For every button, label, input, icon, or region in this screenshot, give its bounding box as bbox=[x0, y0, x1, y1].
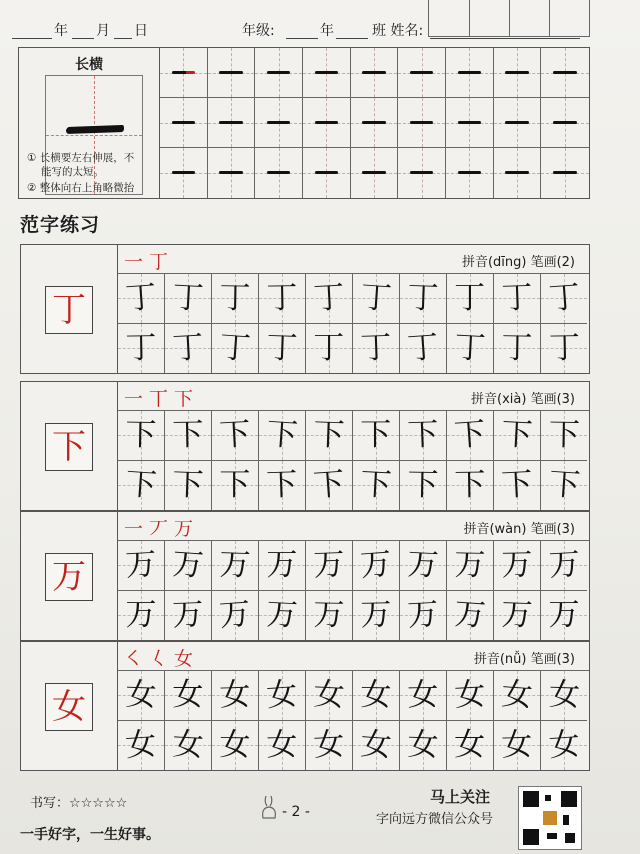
writing-cell[interactable] bbox=[212, 671, 259, 721]
stroke-order: 一丅下 bbox=[124, 388, 200, 410]
stroke-practice-cell[interactable] bbox=[494, 148, 542, 198]
character-block bbox=[20, 641, 590, 771]
writing-cell[interactable] bbox=[259, 411, 306, 461]
writing-cell[interactable] bbox=[259, 461, 306, 511]
writing-cell[interactable] bbox=[447, 591, 494, 641]
handwritten-character: 丁 bbox=[265, 328, 298, 367]
character-block bbox=[20, 244, 590, 374]
handwritten-character: 下 bbox=[360, 417, 392, 453]
handwritten-character: 下 bbox=[219, 466, 251, 503]
writing-cell[interactable] bbox=[118, 461, 165, 511]
stroke-practice-cell[interactable] bbox=[208, 148, 256, 198]
writing-cell[interactable] bbox=[447, 324, 494, 374]
handwritten-character: 丁 bbox=[313, 329, 345, 366]
writing-cell[interactable] bbox=[541, 671, 588, 721]
handwritten-character: 女 bbox=[312, 725, 346, 764]
handwritten-character: 万 bbox=[548, 596, 580, 633]
writing-cell[interactable] bbox=[541, 721, 588, 771]
stroke-practice-cell[interactable] bbox=[303, 48, 351, 98]
written-stroke bbox=[553, 121, 577, 124]
writing-cell[interactable] bbox=[353, 591, 400, 641]
handwritten-character: 女 bbox=[406, 725, 439, 764]
handwritten-character: 女 bbox=[265, 675, 299, 715]
writing-cell[interactable] bbox=[306, 671, 353, 721]
stroke-practice-cell[interactable] bbox=[398, 48, 446, 98]
stroke-practice-cell[interactable] bbox=[208, 48, 256, 98]
writing-cell[interactable] bbox=[447, 671, 494, 721]
written-stroke bbox=[267, 171, 290, 174]
writing-cell[interactable] bbox=[400, 541, 447, 591]
stroke-practice-cell[interactable] bbox=[160, 48, 208, 98]
stroke-practice-cell[interactable] bbox=[494, 98, 542, 148]
stroke-practice-section bbox=[18, 47, 590, 199]
model-character-panel bbox=[21, 642, 118, 770]
handwritten-character: 女 bbox=[172, 677, 204, 713]
writing-cell[interactable] bbox=[353, 324, 400, 374]
written-stroke bbox=[362, 171, 385, 174]
handwritten-character: 万 bbox=[218, 546, 251, 584]
writing-grid[interactable] bbox=[118, 671, 589, 770]
written-stroke bbox=[315, 71, 338, 74]
handwritten-character: 女 bbox=[265, 726, 298, 763]
handwritten-character: 女 bbox=[359, 676, 392, 714]
writing-cell[interactable] bbox=[400, 721, 447, 771]
written-stroke bbox=[553, 71, 577, 74]
handwritten-character: 万 bbox=[452, 595, 487, 634]
writing-cell[interactable] bbox=[447, 721, 494, 771]
handwritten-character: 万 bbox=[266, 547, 298, 583]
writing-cell[interactable] bbox=[494, 324, 541, 374]
writing-cell[interactable] bbox=[541, 274, 588, 324]
writing-cell[interactable] bbox=[259, 541, 306, 591]
model-character: 万 bbox=[52, 557, 86, 597]
handwritten-character: 丁 bbox=[406, 279, 439, 317]
stroke-title: 长横 bbox=[75, 57, 103, 73]
stroke-practice-cell[interactable] bbox=[160, 98, 208, 148]
model-character-box bbox=[45, 423, 93, 471]
writing-cell[interactable] bbox=[541, 461, 588, 511]
character-info-bar bbox=[118, 642, 589, 671]
motto: 一手好字，一生好事。 bbox=[20, 827, 160, 843]
writing-cell[interactable] bbox=[165, 721, 212, 771]
written-stroke bbox=[505, 121, 528, 124]
writing-cell[interactable] bbox=[400, 274, 447, 324]
handwritten-character: 万 bbox=[359, 596, 392, 633]
handwritten-character: 万 bbox=[358, 545, 393, 585]
date-month-label: 月 bbox=[96, 23, 110, 39]
handwritten-character: 万 bbox=[312, 546, 345, 584]
writing-cell[interactable] bbox=[541, 591, 588, 641]
stroke-practice-cell[interactable] bbox=[446, 48, 494, 98]
handwritten-character: 万 bbox=[218, 595, 252, 634]
writing-cell[interactable] bbox=[306, 411, 353, 461]
writing-cell[interactable] bbox=[541, 324, 588, 374]
writing-cell[interactable] bbox=[259, 591, 306, 641]
handwritten-character: 丁 bbox=[453, 328, 487, 367]
stroke-practice-cell[interactable] bbox=[255, 98, 303, 148]
written-stroke bbox=[553, 171, 577, 174]
written-stroke bbox=[267, 71, 290, 74]
handwritten-character: 女 bbox=[547, 725, 581, 764]
written-stroke bbox=[362, 121, 385, 124]
stroke-practice-cell[interactable] bbox=[541, 48, 589, 98]
pinyin-stroke-count: 拼音(dīng) 笔画(2) bbox=[461, 255, 575, 270]
header-row bbox=[0, 20, 640, 44]
written-stroke bbox=[410, 121, 433, 124]
writing-cell[interactable] bbox=[447, 541, 494, 591]
writing-cell[interactable] bbox=[165, 274, 212, 324]
handwritten-character: 下 bbox=[218, 416, 252, 454]
writing-cell[interactable] bbox=[306, 461, 353, 511]
character-block bbox=[20, 381, 590, 511]
writing-cell[interactable] bbox=[259, 671, 306, 721]
stroke-practice-cell[interactable] bbox=[351, 148, 399, 198]
writing-grid[interactable] bbox=[118, 411, 589, 510]
date-year-label: 年 bbox=[54, 23, 68, 39]
date-day-label: 日 bbox=[134, 23, 148, 39]
writing-cell[interactable] bbox=[306, 591, 353, 641]
handwritten-character: 下 bbox=[452, 415, 487, 455]
handwritten-character: 下 bbox=[453, 466, 486, 503]
horizontal-stroke-demo bbox=[66, 125, 124, 134]
writing-cell[interactable] bbox=[165, 324, 212, 374]
model-character-panel bbox=[21, 245, 118, 373]
writing-cell[interactable] bbox=[118, 541, 165, 591]
writing-rating[interactable]: 书写：☆☆☆☆☆ bbox=[30, 796, 128, 811]
handwritten-character: 万 bbox=[547, 546, 581, 584]
handwritten-character: 女 bbox=[454, 726, 486, 763]
handwritten-character: 万 bbox=[171, 545, 205, 585]
handwritten-character: 万 bbox=[124, 546, 158, 584]
handwritten-character: 女 bbox=[124, 725, 158, 764]
written-stroke bbox=[219, 171, 242, 174]
writing-cell[interactable] bbox=[400, 671, 447, 721]
handwritten-character: 下 bbox=[547, 465, 581, 504]
writing-cell[interactable] bbox=[400, 411, 447, 461]
writing-cell[interactable] bbox=[494, 541, 541, 591]
writing-cell[interactable] bbox=[306, 721, 353, 771]
stroke-note-1: ① 长横要左右伸展，不 bbox=[27, 152, 135, 164]
handwritten-character: 万 bbox=[171, 595, 204, 634]
class-name-label: 班 姓名: bbox=[372, 23, 424, 39]
model-character-panel bbox=[21, 382, 118, 510]
model-character-box bbox=[45, 553, 93, 601]
handwritten-character: 丁 bbox=[454, 280, 486, 316]
handwritten-character: 万 bbox=[406, 595, 440, 634]
writing-cell[interactable] bbox=[306, 324, 353, 374]
written-stroke bbox=[172, 71, 195, 74]
handwritten-character: 丁 bbox=[125, 329, 157, 366]
character-block bbox=[20, 511, 590, 641]
writing-cell[interactable] bbox=[118, 721, 165, 771]
writing-cell[interactable] bbox=[212, 541, 259, 591]
writing-cell[interactable] bbox=[212, 324, 259, 374]
handwritten-character: 女 bbox=[547, 676, 581, 714]
handwritten-character: 女 bbox=[124, 676, 158, 714]
stroke-order: ㇛𡿨女 bbox=[124, 648, 200, 670]
handwritten-character: 万 bbox=[312, 596, 345, 633]
handwritten-character: 万 bbox=[265, 595, 299, 634]
writing-cell[interactable] bbox=[353, 461, 400, 511]
handwritten-character: 下 bbox=[406, 466, 439, 503]
model-character: 下 bbox=[52, 427, 86, 467]
handwritten-character: 丁 bbox=[265, 279, 298, 317]
model-character: 女 bbox=[52, 687, 86, 727]
writing-cell[interactable] bbox=[400, 591, 447, 641]
writing-grid[interactable] bbox=[118, 274, 589, 373]
character-info-bar bbox=[118, 512, 589, 541]
writing-cell[interactable] bbox=[306, 274, 353, 324]
writing-cell[interactable] bbox=[494, 411, 541, 461]
written-stroke bbox=[172, 171, 195, 174]
writing-cell[interactable] bbox=[118, 591, 165, 641]
writing-cell[interactable] bbox=[353, 671, 400, 721]
stroke-guide bbox=[19, 48, 160, 198]
writing-cell[interactable] bbox=[212, 591, 259, 641]
written-stroke bbox=[410, 71, 433, 74]
stroke-practice-cell[interactable] bbox=[255, 48, 303, 98]
writing-cell[interactable] bbox=[494, 721, 541, 771]
writing-cell[interactable] bbox=[400, 324, 447, 374]
stroke-practice-cell[interactable] bbox=[398, 98, 446, 148]
footer bbox=[0, 780, 640, 854]
handwritten-character: 女 bbox=[453, 676, 487, 714]
character-info-bar bbox=[118, 382, 589, 411]
handwritten-character: 女 bbox=[312, 676, 346, 714]
written-stroke bbox=[505, 71, 528, 74]
writing-cell[interactable] bbox=[212, 411, 259, 461]
written-stroke bbox=[458, 171, 481, 174]
handwritten-character: 万 bbox=[500, 546, 533, 584]
model-character: 丁 bbox=[52, 290, 86, 330]
writing-cell[interactable] bbox=[165, 591, 212, 641]
model-character-box bbox=[45, 286, 93, 334]
writing-cell[interactable] bbox=[259, 324, 306, 374]
stroke-order: 一丆万 bbox=[124, 518, 200, 540]
writing-cell[interactable] bbox=[353, 274, 400, 324]
handwritten-character: 丁 bbox=[500, 279, 533, 317]
handwritten-character: 万 bbox=[500, 595, 533, 634]
written-stroke bbox=[172, 121, 195, 124]
stroke-practice-cell[interactable] bbox=[351, 98, 399, 148]
handwritten-character: 下 bbox=[124, 465, 158, 504]
stroke-practice-cell[interactable] bbox=[494, 48, 542, 98]
handwritten-character: 丁 bbox=[359, 328, 392, 367]
handwritten-character: 女 bbox=[499, 675, 534, 715]
writing-cell[interactable] bbox=[118, 411, 165, 461]
writing-cell[interactable] bbox=[447, 274, 494, 324]
wechat-account-label: 字向远方微信公众号 bbox=[376, 812, 494, 827]
rabbit-icon bbox=[258, 794, 280, 820]
model-character-box bbox=[45, 683, 93, 731]
writing-cell[interactable] bbox=[259, 721, 306, 771]
stroke-note-2: ② 整体向右上角略微抬 bbox=[27, 182, 135, 194]
stroke-practice-cell[interactable] bbox=[255, 148, 303, 198]
writing-cell[interactable] bbox=[212, 721, 259, 771]
written-stroke bbox=[458, 71, 481, 74]
stroke-practice-cell[interactable] bbox=[303, 148, 351, 198]
handwritten-character: 丁 bbox=[171, 328, 205, 367]
pinyin-stroke-count: 拼音(xià) 笔画(3) bbox=[471, 392, 575, 407]
handwritten-character: 丁 bbox=[219, 279, 251, 317]
stroke-practice-cell[interactable] bbox=[398, 148, 446, 198]
handwritten-character: 丁 bbox=[218, 328, 252, 367]
stroke-practice-cell[interactable] bbox=[446, 148, 494, 198]
pinyin-stroke-count: 拼音(nǚ) 笔画(3) bbox=[473, 652, 575, 667]
written-stroke bbox=[267, 121, 290, 124]
stroke-practice-cell[interactable] bbox=[541, 98, 589, 148]
writing-cell[interactable] bbox=[118, 274, 165, 324]
handwritten-character: 女 bbox=[359, 725, 393, 764]
handwritten-character: 丁 bbox=[548, 329, 580, 366]
grade-year-label: 年 bbox=[320, 23, 334, 39]
writing-cell[interactable] bbox=[212, 461, 259, 511]
pinyin-stroke-count: 拼音(wàn) 笔画(3) bbox=[463, 522, 575, 537]
writing-cell[interactable] bbox=[212, 274, 259, 324]
writing-cell[interactable] bbox=[118, 324, 165, 374]
page-number: - 2 - bbox=[282, 804, 310, 820]
writing-cell[interactable] bbox=[165, 671, 212, 721]
handwritten-character: 下 bbox=[406, 416, 439, 454]
handwritten-character: 丁 bbox=[312, 279, 346, 317]
written-stroke bbox=[458, 121, 481, 124]
writing-cell[interactable] bbox=[541, 541, 588, 591]
writing-grid[interactable] bbox=[118, 541, 589, 640]
writing-cell[interactable] bbox=[353, 541, 400, 591]
writing-cell[interactable] bbox=[118, 671, 165, 721]
handwritten-character: 女 bbox=[406, 676, 439, 714]
writing-cell[interactable] bbox=[494, 591, 541, 641]
writing-cell[interactable] bbox=[400, 461, 447, 511]
writing-cell[interactable] bbox=[306, 541, 353, 591]
handwritten-character: 丁 bbox=[405, 328, 440, 367]
handwritten-character: 下 bbox=[311, 465, 346, 504]
handwritten-character: 丁 bbox=[500, 329, 533, 366]
handwritten-character: 女 bbox=[500, 725, 533, 764]
follow-label: 马上关注 bbox=[430, 788, 491, 806]
stroke-practice-cell[interactable] bbox=[208, 98, 256, 148]
written-stroke bbox=[410, 171, 433, 174]
handwritten-character: 万 bbox=[453, 546, 486, 584]
written-stroke bbox=[315, 171, 338, 174]
handwritten-character: 万 bbox=[406, 546, 440, 584]
stroke-practice-cell[interactable] bbox=[541, 148, 589, 198]
stroke-note-1b: 能写的太短。 bbox=[41, 166, 104, 178]
stroke-practice-cell[interactable] bbox=[351, 48, 399, 98]
writing-cell[interactable] bbox=[447, 411, 494, 461]
handwritten-character: 丁 bbox=[547, 278, 581, 318]
writing-cell[interactable] bbox=[494, 671, 541, 721]
handwritten-character: 丁 bbox=[171, 279, 205, 317]
section-title: 范字练习 bbox=[20, 214, 101, 236]
handwritten-character: 丁 bbox=[124, 278, 158, 318]
writing-cell[interactable] bbox=[353, 721, 400, 771]
handwritten-character: 下 bbox=[172, 416, 204, 454]
handwritten-character: 女 bbox=[171, 725, 205, 764]
handwritten-character: 万 bbox=[125, 596, 157, 633]
handwritten-character: 下 bbox=[171, 465, 205, 504]
handwritten-character: 下 bbox=[500, 416, 533, 454]
writing-cell[interactable] bbox=[165, 541, 212, 591]
written-stroke bbox=[505, 171, 528, 174]
writing-cell[interactable] bbox=[447, 461, 494, 511]
written-stroke bbox=[315, 121, 338, 124]
stroke-practice-grid[interactable] bbox=[160, 48, 589, 198]
handwritten-character: 下 bbox=[500, 465, 533, 504]
written-stroke bbox=[219, 121, 242, 124]
writing-cell[interactable] bbox=[165, 461, 212, 511]
handwritten-character: 丁 bbox=[359, 278, 393, 318]
grade-label: 年级: bbox=[242, 23, 275, 39]
written-stroke bbox=[219, 71, 242, 74]
stroke-practice-cell[interactable] bbox=[446, 98, 494, 148]
stroke-practice-cell[interactable] bbox=[303, 98, 351, 148]
stroke-practice-cell[interactable] bbox=[160, 148, 208, 198]
qr-code-icon[interactable] bbox=[518, 786, 582, 850]
character-info-bar bbox=[118, 245, 589, 274]
writing-cell[interactable] bbox=[259, 274, 306, 324]
handwritten-character: 下 bbox=[359, 465, 393, 504]
writing-cell[interactable] bbox=[494, 461, 541, 511]
handwritten-character: 下 bbox=[548, 416, 580, 454]
writing-cell[interactable] bbox=[494, 274, 541, 324]
writing-cell[interactable] bbox=[165, 411, 212, 461]
handwritten-character: 下 bbox=[125, 416, 157, 454]
written-stroke bbox=[362, 71, 385, 74]
writing-cell[interactable] bbox=[353, 411, 400, 461]
handwritten-character: 下 bbox=[265, 415, 299, 455]
handwritten-character: 下 bbox=[312, 416, 345, 454]
handwritten-character: 女 bbox=[218, 676, 251, 714]
handwritten-character: 下 bbox=[265, 465, 298, 504]
writing-cell[interactable] bbox=[541, 411, 588, 461]
stroke-order: 一丁 bbox=[124, 251, 175, 273]
handwritten-character: 女 bbox=[219, 726, 251, 763]
model-character-panel bbox=[21, 512, 118, 640]
